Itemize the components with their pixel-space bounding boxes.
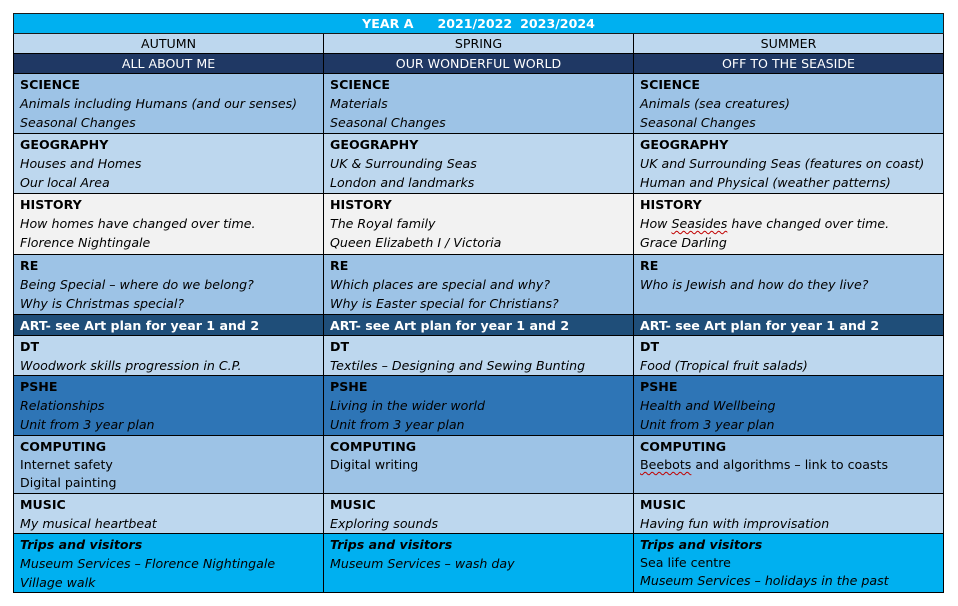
topic: Having fun with improvisation [640,516,830,531]
computing-spring [324,436,634,494]
subject-heading: COMPUTING [330,439,417,454]
curriculum-table [13,13,944,593]
topic: Internet safety [20,457,113,472]
topic-suffix: and algorithms – link to coasts [691,457,889,472]
subject-heading: PSHE [20,379,58,394]
dt-row [14,336,944,376]
topic: Why is Easter special for Christians? [330,296,559,311]
subject-heading: SCIENCE [20,77,80,92]
topic [640,456,937,474]
topic [640,214,937,233]
music-autumn [14,494,324,534]
subject-heading: RE [640,258,659,273]
subject-heading: MUSIC [640,497,686,512]
topic: The Royal family [330,216,436,231]
topic: Textiles – Designing and Sewing Bunting [330,358,586,373]
topic: Animals including Humans (and our senses) [20,96,298,111]
pshe-summer [634,376,944,436]
history-summer [634,194,944,255]
history-autumn [14,194,324,255]
theme-spring: OUR WONDERFUL WORLD [324,54,634,74]
pshe-spring [324,376,634,436]
topic: Museum Services – holidays in the past [640,573,889,588]
topic: Human and Physical (weather patterns) [640,175,891,190]
science-summer [634,74,944,134]
subject-heading: DT [330,339,350,354]
subject-heading: HISTORY [330,197,392,212]
re-summer [634,255,944,315]
subject-heading: HISTORY [640,197,702,212]
topic: Animals (sea creatures) [640,96,790,111]
subject-heading: DT [20,339,40,354]
subject-heading: PSHE [640,379,678,394]
theme-autumn: ALL ABOUT ME [14,54,324,74]
subject-heading: PSHE [330,379,368,394]
music-spring [324,494,634,534]
topic: Woodwork skills progression in C.P. [20,358,242,373]
topic: Health and Wellbeing [640,398,776,413]
season-summer: SUMMER [634,34,944,54]
topic: Being Special – where do we belong? [20,277,254,292]
subject-heading: RE [20,258,39,273]
re-row [14,255,944,315]
topic: Queen Elizabeth I / Victoria [330,235,502,250]
music-summer [634,494,944,534]
re-autumn [14,255,324,315]
year-title [14,14,944,34]
topic: How homes have changed over time. [20,216,256,231]
subject-heading: SCIENCE [330,77,390,92]
topic: Village walk [20,575,96,590]
topic: Museum Services – Florence Nightingale [20,556,276,571]
subject-heading: Trips and visitors [640,537,763,552]
theme-row [14,54,944,74]
season-row [14,34,944,54]
title-row [14,14,944,34]
subject-heading: GEOGRAPHY [20,137,109,152]
computing-row [14,436,944,494]
subject-heading: HISTORY [20,197,82,212]
season-spring: SPRING [324,34,634,54]
year-range-1: 2021/2022 [437,16,513,31]
topic: Digital writing [330,457,419,472]
trips-spring [324,534,634,593]
dt-autumn [14,336,324,376]
music-row [14,494,944,534]
geography-spring [324,134,634,194]
subject-heading: COMPUTING [20,439,107,454]
topic: Living in the wider world [330,398,485,413]
trips-autumn [14,534,324,593]
year-range-2: 2023/2024 [520,16,595,31]
topic: Which places are special and why? [330,277,550,292]
season-autumn: AUTUMN [14,34,324,54]
spellcheck-word: Seasides [671,216,728,231]
topic: Unit from 3 year plan [640,417,775,432]
topic: Museum Services – wash day [330,556,515,571]
science-spring [324,74,634,134]
topic: Florence Nightingale [20,235,151,250]
topic: Digital painting [20,475,117,490]
computing-autumn [14,436,324,494]
science-row [14,74,944,134]
topic: Unit from 3 year plan [330,417,465,432]
history-row [14,194,944,255]
dt-spring [324,336,634,376]
subject-heading: MUSIC [20,497,66,512]
subject-heading: DT [640,339,660,354]
topic: Seasonal Changes [20,115,136,130]
topic: Food (Tropical fruit salads) [640,358,808,373]
topic: Seasonal Changes [330,115,446,130]
geography-autumn [14,134,324,194]
subject-heading: GEOGRAPHY [330,137,419,152]
subject-heading: COMPUTING [640,439,727,454]
spellcheck-word: Beebots [640,457,692,472]
topic: Who is Jewish and how do they live? [640,277,869,292]
topic: Unit from 3 year plan [20,417,155,432]
subject-heading: Trips and visitors [20,537,143,552]
art-autumn: ART- see Art plan for year 1 and 2 [14,315,324,336]
art-summer: ART- see Art plan for year 1 and 2 [634,315,944,336]
topic: Our local Area [20,175,110,190]
subject-heading: RE [330,258,349,273]
topic-prefix: How [640,216,672,231]
subject-heading: MUSIC [330,497,376,512]
art-row [14,315,944,336]
geography-summer [634,134,944,194]
year-label: YEAR A [362,16,414,31]
theme-summer: OFF TO THE SEASIDE [634,54,944,74]
topic: UK & Surrounding Seas [330,156,477,171]
trips-row [14,534,944,593]
history-spring [324,194,634,255]
re-spring [324,255,634,315]
topic: Sea life centre [640,555,731,570]
computing-summer [634,436,944,494]
pshe-row [14,376,944,436]
topic: Why is Christmas special? [20,296,185,311]
art-spring: ART- see Art plan for year 1 and 2 [324,315,634,336]
topic-suffix: have changed over time. [727,216,890,231]
topic: UK and Surrounding Seas (features on coast) [640,156,925,171]
topic: Relationships [20,398,105,413]
subject-heading: SCIENCE [640,77,700,92]
topic: Houses and Homes [20,156,142,171]
pshe-autumn [14,376,324,436]
subject-heading: Trips and visitors [330,537,453,552]
dt-summer [634,336,944,376]
topic: Exploring sounds [330,516,439,531]
geography-row [14,134,944,194]
trips-summer [634,534,944,593]
topic: Materials [330,96,388,111]
science-autumn [14,74,324,134]
topic: My musical heartbeat [20,516,157,531]
topic: London and landmarks [330,175,475,190]
topic: Grace Darling [640,235,727,250]
subject-heading: GEOGRAPHY [640,137,729,152]
topic: Seasonal Changes [640,115,756,130]
